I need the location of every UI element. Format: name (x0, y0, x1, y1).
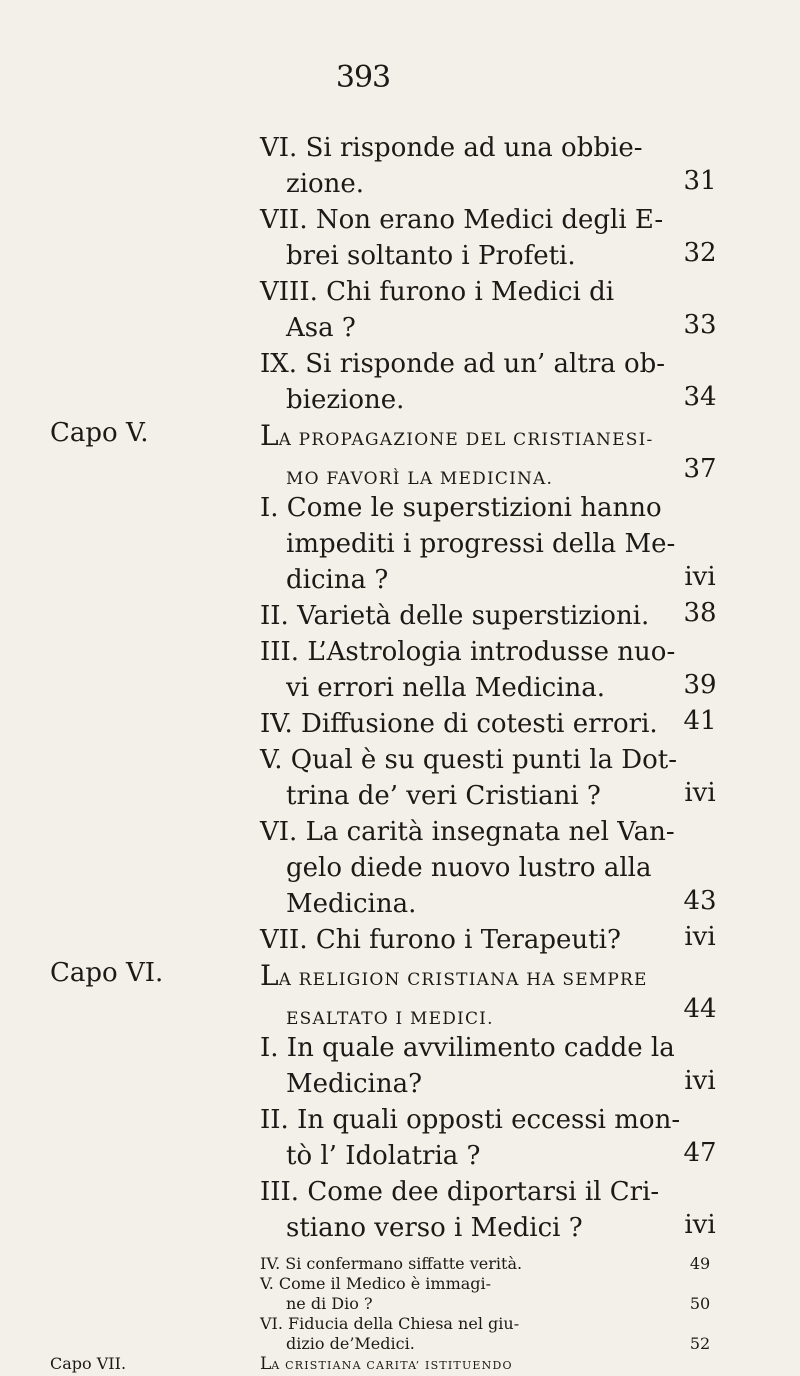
toc-entry: VIII. Chi furono i Medici di Asa ? (260, 277, 615, 343)
chapter-title: LA PROPAGAZIONE DEL CRISTIANESI- MO FAVORÌ LA MEDICINA. (260, 419, 654, 489)
page-ref: 37 (683, 454, 717, 484)
toc-entry: VII. Chi furono i Terapeuti? (260, 925, 621, 955)
page-ref: 52 (689, 1334, 711, 1353)
toc-entry: VII. Non erano Medici degli E- brei soltanto i Profeti. (260, 205, 664, 271)
page-ref: ivi (684, 1210, 716, 1240)
page-ref: 34 (683, 382, 717, 412)
page-ref: 47 (683, 1138, 717, 1168)
page-ref: 32 (683, 238, 717, 268)
toc-entry: VI. La carità insegnata nel Van- gelo diede nuovo lustro alla Medicina. (260, 817, 675, 919)
toc-entry: III. Come dee diportarsi il Cri- stiano verso i Medici ? (260, 1177, 660, 1243)
page-ref: ivi (684, 1066, 716, 1096)
chapter-title: LA CRISTIANA CARITA’ ISTITUENDO (260, 1354, 513, 1374)
toc-entry: VI. Si risponde ad una obbie- zione. (260, 133, 643, 199)
page-ref: 49 (689, 1254, 711, 1273)
page-ref: ivi (684, 778, 716, 808)
page-ref: 33 (683, 310, 717, 340)
page-ref: 43 (683, 886, 717, 916)
chapter-label: Capo VI. (50, 958, 164, 988)
toc-entry: V. Come il Medico è immagi- ne di Dio ? (260, 1274, 492, 1313)
page-ref: 31 (683, 166, 717, 196)
page-ref: 44 (683, 994, 717, 1024)
chapter-title: LA RELIGION CRISTIANA HA SEMPRE ESALTATO I MEDICI. (260, 959, 648, 1029)
page-ref: 39 (683, 670, 717, 700)
page-ref: 41 (683, 706, 717, 736)
chapter-label: Capo V. (50, 418, 149, 448)
chapter-label: Capo VII. (50, 1354, 127, 1373)
page-number: 393 (335, 60, 391, 95)
toc-entry: IX. Si risponde ad un’ altra ob- biezione. (260, 349, 666, 415)
toc-entry: III. L’Astrologia introdusse nuo- vi errori nella Medicina. (260, 637, 676, 703)
toc-entry: IV. Si confermano siffatte verità. (260, 1254, 523, 1273)
toc-entry: I. In quale avvilimento cadde la Medicina? (260, 1033, 675, 1099)
page-ref: ivi (684, 922, 716, 952)
toc-entry: VI. Fiducia della Chiesa nel giu- dizio de’Medici. (260, 1314, 520, 1353)
page-ref: 50 (689, 1294, 711, 1313)
page-ref: ivi (684, 562, 716, 592)
toc-entry: IV. Diffusione di cotesti errori. (260, 709, 658, 739)
toc-entry: II. In quali opposti eccessi mon- tò l’ Idolatria ? (260, 1105, 681, 1171)
toc-entry: V. Qual è su questi punti la Dot- trina de’ veri Cristiani ? (260, 745, 678, 811)
toc-entry: I. Come le superstizioni hanno impediti i progressi della Me- dicina ? (260, 493, 676, 595)
page-ref: 38 (683, 598, 717, 628)
toc-entry: II. Varietà delle superstizioni. (260, 601, 650, 631)
